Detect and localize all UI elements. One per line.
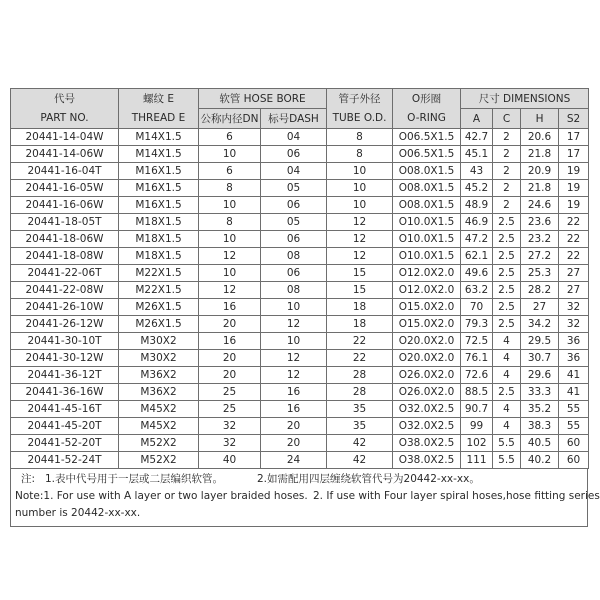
cell-dash: 04 xyxy=(261,129,327,146)
cell-o-ring: O32.0X2.5 xyxy=(393,418,461,435)
header-part-no-en: PART NO. xyxy=(40,112,89,124)
cell-thread: M52X2 xyxy=(119,452,199,469)
cell-c: 5.5 xyxy=(493,435,521,452)
table-row xyxy=(11,452,589,469)
cell-a: 63.2 xyxy=(461,282,493,299)
cell-h: 30.7 xyxy=(521,350,559,367)
table-row xyxy=(11,163,589,180)
cell-h: 29.5 xyxy=(521,333,559,350)
cell-dn: 25 xyxy=(199,401,261,418)
cell-dash: 20 xyxy=(261,435,327,452)
cell-thread: M36X2 xyxy=(119,384,199,401)
note-en-2: 2. If use with Four layer spiral hoses,hose fitting series xyxy=(313,490,600,502)
cell-part-no: 20441-36-16W xyxy=(11,384,119,401)
header-dash: 标号DASH xyxy=(261,109,327,129)
cell-tube-od: 18 xyxy=(327,316,393,333)
cell-dn: 10 xyxy=(199,197,261,214)
cell-part-no: 20441-16-06W xyxy=(11,197,119,214)
cell-dn: 10 xyxy=(199,146,261,163)
cell-s2: 19 xyxy=(559,197,589,214)
cell-tube-od: 15 xyxy=(327,282,393,299)
table-row xyxy=(11,180,589,197)
cell-s2: 19 xyxy=(559,163,589,180)
cell-o-ring: O10.0X1.5 xyxy=(393,248,461,265)
cell-s2: 41 xyxy=(559,367,589,384)
cell-thread: M22X1.5 xyxy=(119,265,199,282)
cell-tube-od: 35 xyxy=(327,418,393,435)
cell-dn: 20 xyxy=(199,367,261,384)
cell-part-no: 20441-14-04W xyxy=(11,129,119,146)
cell-dash: 20 xyxy=(261,418,327,435)
cell-dash: 12 xyxy=(261,316,327,333)
cell-h: 21.8 xyxy=(521,146,559,163)
cell-thread: M36X2 xyxy=(119,367,199,384)
cell-part-no: 20441-14-06W xyxy=(11,146,119,163)
cell-s2: 55 xyxy=(559,401,589,418)
cell-c: 2 xyxy=(493,146,521,163)
header-thread xyxy=(119,89,199,129)
table-row xyxy=(11,197,589,214)
cell-a: 111 xyxy=(461,452,493,469)
header-part-no xyxy=(11,89,119,129)
cell-a: 72.6 xyxy=(461,367,493,384)
cell-part-no: 20441-26-12W xyxy=(11,316,119,333)
cell-tube-od: 10 xyxy=(327,163,393,180)
cell-c: 2.5 xyxy=(493,265,521,282)
cell-s2: 27 xyxy=(559,265,589,282)
cell-o-ring: O38.0X2.5 xyxy=(393,452,461,469)
cell-h: 29.6 xyxy=(521,367,559,384)
cell-a: 72.5 xyxy=(461,333,493,350)
cell-tube-od: 10 xyxy=(327,180,393,197)
header-dn: 公称内径DN xyxy=(199,109,261,129)
cell-part-no: 20441-18-08W xyxy=(11,248,119,265)
cell-s2: 60 xyxy=(559,452,589,469)
header-thread-en: THREAD E xyxy=(131,112,186,124)
cell-part-no: 20441-45-20T xyxy=(11,418,119,435)
cell-h: 23.6 xyxy=(521,214,559,231)
cell-a: 42.7 xyxy=(461,129,493,146)
table-row xyxy=(11,435,589,452)
note-row-cn xyxy=(11,471,587,488)
cell-dash: 06 xyxy=(261,146,327,163)
cell-h: 40.5 xyxy=(521,435,559,452)
cell-a: 48.9 xyxy=(461,197,493,214)
cell-tube-od: 42 xyxy=(327,452,393,469)
cell-tube-od: 22 xyxy=(327,350,393,367)
cell-dn: 16 xyxy=(199,299,261,316)
cell-h: 20.6 xyxy=(521,129,559,146)
cell-a: 79.3 xyxy=(461,316,493,333)
cell-c: 2 xyxy=(493,197,521,214)
cell-dash: 16 xyxy=(261,401,327,418)
cell-s2: 17 xyxy=(559,129,589,146)
cell-thread: M18X1.5 xyxy=(119,231,199,248)
dimensions-table xyxy=(10,88,589,469)
cell-o-ring: O06.5X1.5 xyxy=(393,146,461,163)
cell-dash: 05 xyxy=(261,180,327,197)
cell-part-no: 20441-22-06T xyxy=(11,265,119,282)
cell-thread: M14X1.5 xyxy=(119,146,199,163)
notes-section xyxy=(10,469,600,527)
cell-tube-od: 22 xyxy=(327,333,393,350)
cell-o-ring: O26.0X2.0 xyxy=(393,384,461,401)
cell-dn: 10 xyxy=(199,231,261,248)
cell-c: 2.5 xyxy=(493,282,521,299)
cell-a: 70 xyxy=(461,299,493,316)
cell-o-ring: O38.0X2.5 xyxy=(393,435,461,452)
cell-dn: 12 xyxy=(199,282,261,299)
cell-dash: 06 xyxy=(261,197,327,214)
cell-h: 33.3 xyxy=(521,384,559,401)
note-row-en-cont xyxy=(11,505,587,522)
table-row xyxy=(11,350,589,367)
cell-c: 4 xyxy=(493,333,521,350)
cell-o-ring: O06.5X1.5 xyxy=(393,129,461,146)
cell-thread: M26X1.5 xyxy=(119,316,199,333)
cell-h: 24.6 xyxy=(521,197,559,214)
cell-c: 2 xyxy=(493,180,521,197)
cell-dn: 40 xyxy=(199,452,261,469)
cell-dash: 16 xyxy=(261,384,327,401)
cell-h: 27.2 xyxy=(521,248,559,265)
header-h: H xyxy=(521,109,559,129)
cell-part-no: 20441-18-06W xyxy=(11,231,119,248)
cell-dn: 32 xyxy=(199,418,261,435)
cell-h: 27 xyxy=(521,299,559,316)
table-body xyxy=(11,129,589,469)
header-a: A xyxy=(461,109,493,129)
cell-o-ring: O08.0X1.5 xyxy=(393,180,461,197)
cell-part-no: 20441-30-12W xyxy=(11,350,119,367)
cell-part-no: 20441-22-08W xyxy=(11,282,119,299)
cell-h: 21.8 xyxy=(521,180,559,197)
cell-o-ring: O10.0X1.5 xyxy=(393,214,461,231)
cell-thread: M18X1.5 xyxy=(119,248,199,265)
cell-thread: M18X1.5 xyxy=(119,214,199,231)
cell-c: 5.5 xyxy=(493,452,521,469)
cell-a: 90.7 xyxy=(461,401,493,418)
cell-s2: 17 xyxy=(559,146,589,163)
cell-o-ring: O15.0X2.0 xyxy=(393,316,461,333)
table-row xyxy=(11,316,589,333)
cell-dash: 04 xyxy=(261,163,327,180)
cell-dash: 12 xyxy=(261,350,327,367)
cell-dash: 06 xyxy=(261,265,327,282)
spec-sheet xyxy=(10,88,600,520)
cell-part-no: 20441-26-10W xyxy=(11,299,119,316)
cell-s2: 22 xyxy=(559,214,589,231)
cell-dn: 8 xyxy=(199,180,261,197)
cell-tube-od: 42 xyxy=(327,435,393,452)
cell-thread: M45X2 xyxy=(119,418,199,435)
header-dimensions: 尺寸 DIMENSIONS xyxy=(461,89,589,109)
cell-dash: 10 xyxy=(261,333,327,350)
header-o-ring xyxy=(393,89,461,129)
cell-dash: 06 xyxy=(261,231,327,248)
cell-tube-od: 8 xyxy=(327,146,393,163)
note-en-1: Note:1. For use with A layer or two layer braided hoses. xyxy=(15,490,308,502)
cell-thread: M16X1.5 xyxy=(119,197,199,214)
cell-s2: 36 xyxy=(559,333,589,350)
cell-c: 2 xyxy=(493,163,521,180)
cell-dn: 32 xyxy=(199,435,261,452)
cell-thread: M30X2 xyxy=(119,333,199,350)
cell-thread: M14X1.5 xyxy=(119,129,199,146)
cell-dash: 08 xyxy=(261,282,327,299)
cell-thread: M16X1.5 xyxy=(119,180,199,197)
cell-dn: 20 xyxy=(199,316,261,333)
header-tube-od-en: TUBE O.D. xyxy=(332,112,387,124)
cell-dn: 8 xyxy=(199,214,261,231)
cell-s2: 41 xyxy=(559,384,589,401)
cell-a: 62.1 xyxy=(461,248,493,265)
cell-part-no: 20441-16-05W xyxy=(11,180,119,197)
cell-part-no: 20441-36-12T xyxy=(11,367,119,384)
cell-thread: M22X1.5 xyxy=(119,282,199,299)
table-row xyxy=(11,129,589,146)
cell-h: 35.2 xyxy=(521,401,559,418)
cell-o-ring: O20.0X2.0 xyxy=(393,350,461,367)
cell-s2: 32 xyxy=(559,316,589,333)
cell-a: 43 xyxy=(461,163,493,180)
cell-a: 45.2 xyxy=(461,180,493,197)
cell-part-no: 20441-30-10T xyxy=(11,333,119,350)
cell-a: 45.1 xyxy=(461,146,493,163)
cell-tube-od: 8 xyxy=(327,129,393,146)
note-cn-label: 注: xyxy=(21,473,36,485)
header-o-ring-cn: O形圈 xyxy=(411,93,442,105)
cell-c: 2.5 xyxy=(493,231,521,248)
cell-s2: 55 xyxy=(559,418,589,435)
cell-dash: 10 xyxy=(261,299,327,316)
table-row xyxy=(11,231,589,248)
header-c: C xyxy=(493,109,521,129)
cell-part-no: 20441-18-05T xyxy=(11,214,119,231)
cell-o-ring: O12.0X2.0 xyxy=(393,282,461,299)
cell-c: 2.5 xyxy=(493,316,521,333)
cell-a: 46.9 xyxy=(461,214,493,231)
cell-o-ring: O08.0X1.5 xyxy=(393,163,461,180)
cell-s2: 36 xyxy=(559,350,589,367)
cell-tube-od: 35 xyxy=(327,401,393,418)
header-s2: S2 xyxy=(559,109,589,129)
cell-dn: 12 xyxy=(199,248,261,265)
cell-c: 4 xyxy=(493,401,521,418)
cell-a: 88.5 xyxy=(461,384,493,401)
cell-tube-od: 28 xyxy=(327,367,393,384)
table-row xyxy=(11,333,589,350)
cell-tube-od: 28 xyxy=(327,384,393,401)
table-row xyxy=(11,401,589,418)
table-row xyxy=(11,282,589,299)
cell-thread: M30X2 xyxy=(119,350,199,367)
cell-h: 28.2 xyxy=(521,282,559,299)
cell-dash: 12 xyxy=(261,367,327,384)
cell-o-ring: O08.0X1.5 xyxy=(393,197,461,214)
note-en-3: number is 20442-xx-xx. xyxy=(15,507,141,519)
cell-s2: 22 xyxy=(559,231,589,248)
cell-s2: 27 xyxy=(559,282,589,299)
cell-thread: M16X1.5 xyxy=(119,163,199,180)
cell-dn: 6 xyxy=(199,129,261,146)
cell-h: 40.2 xyxy=(521,452,559,469)
cell-c: 4 xyxy=(493,418,521,435)
cell-c: 2 xyxy=(493,129,521,146)
table-row xyxy=(11,146,589,163)
cell-o-ring: O15.0X2.0 xyxy=(393,299,461,316)
header-part-no-cn: 代号 xyxy=(54,93,75,105)
cell-c: 4 xyxy=(493,367,521,384)
header-hose-bore: 软管 HOSE BORE xyxy=(199,89,327,109)
cell-thread: M26X1.5 xyxy=(119,299,199,316)
cell-tube-od: 15 xyxy=(327,265,393,282)
note-cn-2: 2.如需配用四层缠绕软管代号为20442-xx-xx。 xyxy=(257,473,480,485)
cell-dash: 08 xyxy=(261,248,327,265)
table-row xyxy=(11,384,589,401)
cell-h: 23.2 xyxy=(521,231,559,248)
cell-o-ring: O10.0X1.5 xyxy=(393,231,461,248)
cell-a: 99 xyxy=(461,418,493,435)
cell-s2: 19 xyxy=(559,180,589,197)
cell-dn: 6 xyxy=(199,163,261,180)
cell-part-no: 20441-52-20T xyxy=(11,435,119,452)
table-row xyxy=(11,248,589,265)
cell-c: 2.5 xyxy=(493,248,521,265)
cell-o-ring: O12.0X2.0 xyxy=(393,265,461,282)
cell-s2: 32 xyxy=(559,299,589,316)
cell-h: 20.9 xyxy=(521,163,559,180)
cell-dn: 20 xyxy=(199,350,261,367)
header-thread-cn: 螺纹 E xyxy=(143,93,174,105)
cell-part-no: 20441-45-16T xyxy=(11,401,119,418)
cell-c: 2.5 xyxy=(493,384,521,401)
table-row xyxy=(11,265,589,282)
cell-tube-od: 18 xyxy=(327,299,393,316)
cell-a: 49.6 xyxy=(461,265,493,282)
header-o-ring-en: O-RING xyxy=(407,112,446,124)
cell-h: 34.2 xyxy=(521,316,559,333)
table-row xyxy=(11,214,589,231)
cell-dn: 25 xyxy=(199,384,261,401)
cell-dash: 05 xyxy=(261,214,327,231)
cell-dash: 24 xyxy=(261,452,327,469)
cell-tube-od: 12 xyxy=(327,248,393,265)
cell-part-no: 20441-52-24T xyxy=(11,452,119,469)
cell-s2: 22 xyxy=(559,248,589,265)
header-tube-od-cn: 管子外径 xyxy=(338,93,381,105)
cell-c: 2.5 xyxy=(493,299,521,316)
cell-c: 2.5 xyxy=(493,214,521,231)
cell-c: 4 xyxy=(493,350,521,367)
table-row xyxy=(11,418,589,435)
cell-thread: M45X2 xyxy=(119,401,199,418)
table-row xyxy=(11,299,589,316)
note-cn-1: 1.表中代号用于一层或二层编织软管。 xyxy=(45,473,224,485)
note-row-en xyxy=(11,488,600,505)
cell-tube-od: 10 xyxy=(327,197,393,214)
cell-a: 76.1 xyxy=(461,350,493,367)
cell-a: 102 xyxy=(461,435,493,452)
cell-tube-od: 12 xyxy=(327,231,393,248)
cell-s2: 60 xyxy=(559,435,589,452)
cell-thread: M52X2 xyxy=(119,435,199,452)
header-tube-od xyxy=(327,89,393,129)
cell-h: 38.3 xyxy=(521,418,559,435)
cell-dn: 10 xyxy=(199,265,261,282)
cell-h: 25.3 xyxy=(521,265,559,282)
cell-o-ring: O32.0X2.5 xyxy=(393,401,461,418)
cell-tube-od: 12 xyxy=(327,214,393,231)
cell-o-ring: O26.0X2.0 xyxy=(393,367,461,384)
cell-o-ring: O20.0X2.0 xyxy=(393,333,461,350)
table-row xyxy=(11,367,589,384)
cell-part-no: 20441-16-04T xyxy=(11,163,119,180)
cell-a: 47.2 xyxy=(461,231,493,248)
cell-dn: 16 xyxy=(199,333,261,350)
